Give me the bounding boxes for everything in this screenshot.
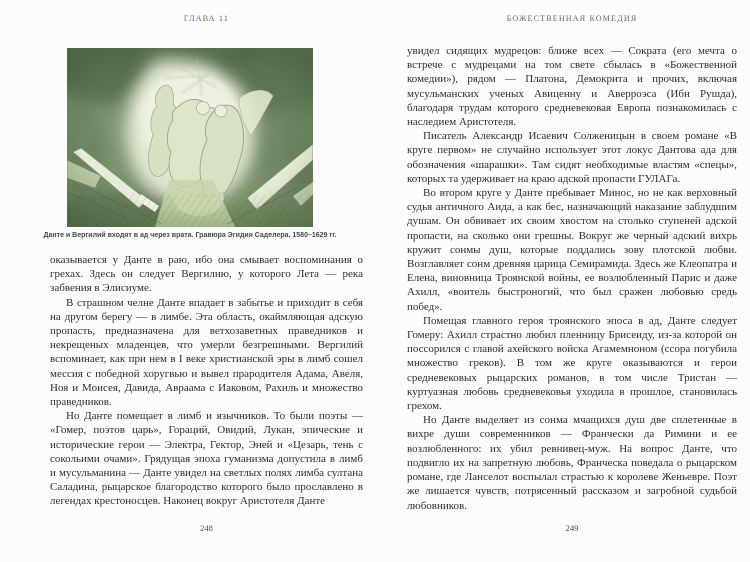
body-text-right bbox=[407, 44, 737, 513]
paragraph: Но Данте помещает в лимб и язычников. То были поэты — «Гомер, поэтов царь», Гораций, Овидий, Лукан, эпические и исторические герои — Электра, Гектор, Эней и «Цезарь, тень с сокольими очами». Грядущая эпоха гуманизма допустила в лимб и мусульманина — Данте увидел на светлых полях лимба султана Саладина, рыцарское благородство которого было прославлено в легендах крестоносцев. Наконец вокруг Аристотеля Данте bbox=[50, 410, 363, 508]
paragraph: оказывается у Данте в раю, ибо она смывает воспоминания о грехах. Здесь он следует Вергилию, у которого Лета — река забвения в Элисиуме. bbox=[50, 254, 363, 295]
page-number-right: 249 bbox=[565, 523, 579, 533]
paragraph: Помещая главного героя троянского эпоса в ад, Данте следует Гомеру: Ахилл страстно любил пленницу Брисеиду, из-за которой он поссорился с главой ахейского войска Агамемноном (ссора погубила множество греков). В том же круге оказываются и герои средневековых рыцарских романов, в том числе Тристан — куртуазная любовь средневековья уходила в прошлое, становилась грехом. bbox=[407, 314, 737, 413]
paragraph: увидел сидящих мудрецов: ближе всех — Сократа (его мечта о встрече с мудрецами на том свете сбылась в «Божественной комедии»), рядом — Платона, Демокрита и прочих, включая мусульманских ученых Авиценну и Аверроэса (Ибн Рушда), благодаря трудам которого средневековая Европа познакомилась с наследием Аристотеля. bbox=[407, 45, 737, 129]
body-text-left bbox=[50, 253, 363, 509]
paragraph: Писатель Александр Исаевич Солженицын в своем романе «В круге первом» не случайно использует этот локус Дантова ада для обозначения «шарашки». Там сидят необходимые властям «спецы», которых та удерживает на краю адской пропасти ГУЛАГа. bbox=[407, 130, 737, 185]
engraving-art bbox=[67, 48, 313, 227]
engraving-caption: Данте и Вергилий входят в ад через врата. Гравюра Эгидия Саделера. 1580–1629 гг. bbox=[43, 232, 337, 239]
running-header-chapter: ГЛАВА 11 bbox=[183, 14, 230, 23]
paragraph: В страшном челне Данте впадает в забытье и приходит в себя на другом берегу — в лимбе. Эта область, окаймляющая адскую пропасть, предназначена для ветхозаветных праведников и некрещеных младенцев, что умерли безгрешными. Вергилий вспоминает, как при нем в I веке христианской эры в лимб сошел мессия с победной хоругвью и вывел прародителя Адама, Авеля, Ноя и Моисея, Давида, Авраама с Иаковом, Рахиль и множество праведников. bbox=[50, 296, 363, 409]
paragraph: Но Данте выделяет из сонма мчащихся душ две сплетенные в вихре души современников — Франчески да Римини и ее возлюбленного: их убил ревнивец-муж. На вопрос Данте, что подвигло их на запретную любовь, Франческа поведала о рыцарском романе, где Ланселот воспылал страстью к королеве Женьевре. Поэт же лишается чувств, потрясенный рассказом и загробной судьбой любовников. bbox=[407, 414, 737, 512]
engraving-image bbox=[67, 48, 313, 227]
page-number-left: 248 bbox=[200, 523, 213, 533]
paragraph: Во втором круге у Данте пребывает Минос, но не как верховный судья античного Аида, а как бес, назначающий наказание заблудшим душам. Он обвивает их своим хвостом на столько ступеней адской пропасти, на сколько они грешны. Вокруг же черный адский вихрь кружит сонмы душ, которые поддались зову плотской любви. Возглавляет сонм древняя царица Семирамида. Здесь же Клеопатра и Елена, виновница Троянской войны, ее возлюбленный Парис и даже Ахилл, «воитель быстроногий, что был сражен любовью средь побед». bbox=[407, 187, 737, 313]
running-header-book-title: БОЖЕСТВЕННАЯ КОМЕДИЯ bbox=[506, 14, 638, 23]
